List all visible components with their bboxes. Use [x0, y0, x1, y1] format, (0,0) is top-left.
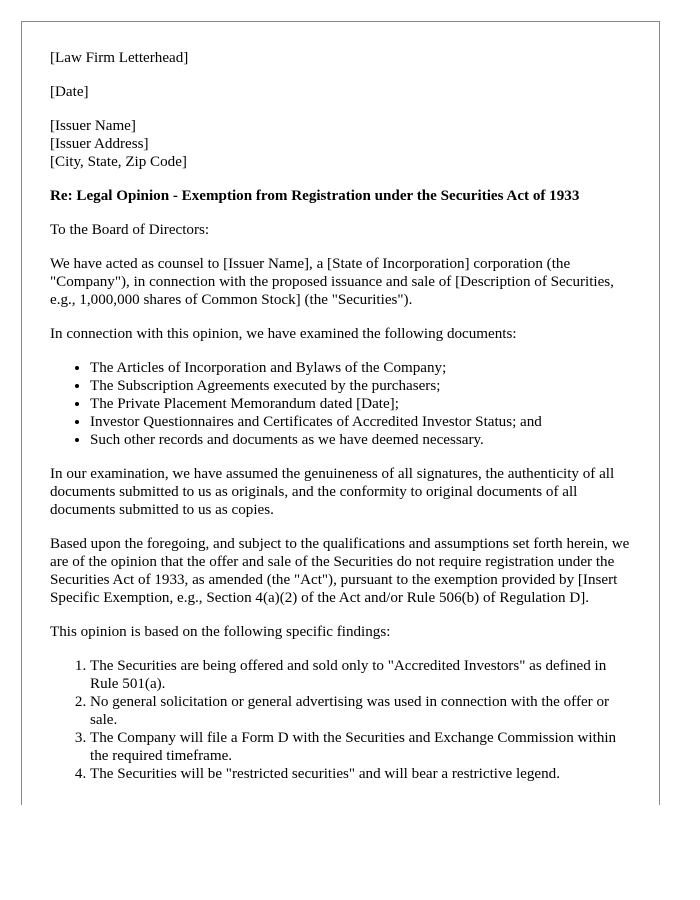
subject-line: Re: Legal Opinion - Exemption from Registration under the Securities Act of 1933 — [50, 188, 580, 204]
list-item: 1. The Securities are being offered and sold only to "Accredited Investors" as defined in Rule 501(a). — [90, 657, 635, 693]
list-item: • Investor Questionnaires and Certificates of Accredited Investor Status; and — [90, 413, 635, 431]
findings-intro: This opinion is based on the following specific findings: — [50, 624, 391, 640]
recipient-name: [Issuer Name] — [50, 118, 136, 134]
letter-page — [21, 21, 660, 805]
list-item: 3. The Company will file a Form D with the Securities and Exchange Commission within the required timeframe. — [90, 729, 635, 765]
findings-list — [50, 657, 635, 783]
documents-list — [50, 359, 635, 449]
letter-body — [50, 49, 635, 799]
list-item: 4. The Securities will be "restricted securities" and will bear a restrictive legend. — [90, 765, 635, 783]
intro-paragraph: We have acted as counsel to [Issuer Name], a [State of Incorporation] corporation (the "Company"), in connection with the proposed issuance and sale of [Description of Securities, e.g., 1,000,000 shares of Common Stock] (the "Securities"). — [50, 256, 614, 308]
list-item: • The Subscription Agreements executed by the purchasers; — [90, 377, 635, 395]
salutation: To the Board of Directors: — [50, 222, 210, 238]
opinion-paragraph: Based upon the foregoing, and subject to the qualifications and assumptions set forth herein, we are of the opinion that the offer and sale of the Securities do not require registration under the Securities Act of 1933, as amended (the "Act"), pursuant to the exemption provided by [Insert Specific Exemption, e.g., Section 4(a)(2) of the Act and/or Rule 506(b) of Regulation D]. — [50, 536, 630, 606]
recipient-block — [50, 117, 635, 171]
list-item: • The Articles of Incorporation and Bylaws of the Company; — [90, 359, 635, 377]
letter-date: [Date] — [50, 84, 89, 100]
list-item: 2. No general solicitation or general advertising was used in connection with the offer or sale. — [90, 693, 635, 729]
recipient-address: [Issuer Address] — [50, 136, 149, 152]
list-item: • Such other records and documents as we have deemed necessary. — [90, 431, 635, 449]
documents-intro: In connection with this opinion, we have examined the following documents: — [50, 326, 517, 342]
recipient-city: [City, State, Zip Code] — [50, 154, 187, 170]
letterhead: [Law Firm Letterhead] — [50, 50, 189, 66]
list-item: • The Private Placement Memorandum dated [Date]; — [90, 395, 635, 413]
examination-paragraph: In our examination, we have assumed the genuineness of all signatures, the authenticity of all documents submitted to us as originals, and the conformity to original documents of all documents submitted to us as copies. — [50, 466, 615, 518]
